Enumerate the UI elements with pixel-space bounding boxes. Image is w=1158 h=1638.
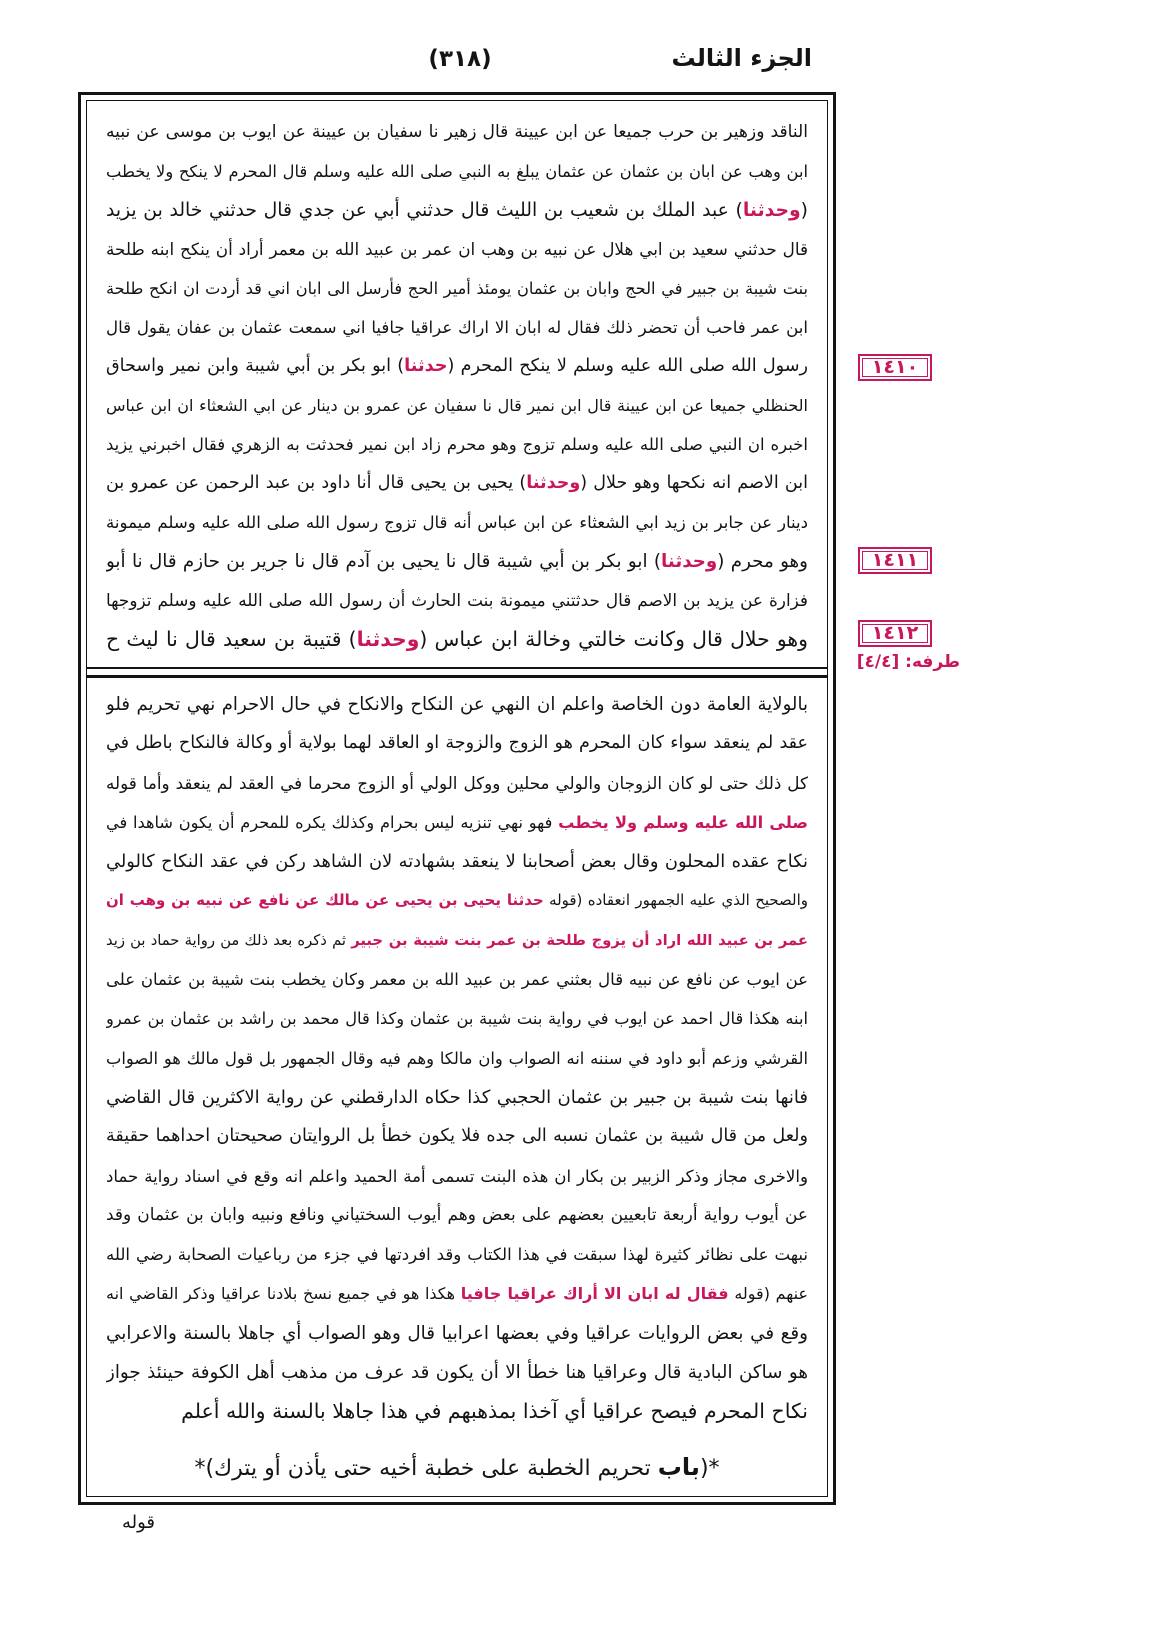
highlighted-text: وحدثنا xyxy=(661,551,718,572)
text-segment: ابن عمر فاحب أن تحضر ذلك فقال له ابان الا اراك عراقيا جافيا اني سمعت عثمان بن عفان يقول قال xyxy=(106,318,808,337)
text-segment: وقع في بعض الروايات عراقيا وفي بعضها اعرابيا قال وهو الصواب أي جاهلا بالسنة والاعرابي xyxy=(106,1322,808,1344)
text-segment: ) عبد الملك بن شعيب بن الليث قال حدثني أبي عن جدي قال حدثني خالد بن يزيد xyxy=(106,200,743,221)
text-segment: ابن الاصم انه نكحها وهو حلال ( xyxy=(580,473,808,493)
text-line xyxy=(106,921,808,960)
chapter-heading-bab: باب xyxy=(657,1453,700,1481)
text-line xyxy=(106,308,808,347)
text-segment: القرشي وزعم أبو داود في سننه انه الصواب وان مالكا وهم فيه وقال الجمهور بل قول مالك هو الصواب xyxy=(106,1048,808,1068)
text-line xyxy=(106,542,808,581)
text-segment: هكذا هو في جميع نسخ بلادنا عراقيا وذكر القاضي انه xyxy=(106,1284,461,1304)
text-segment: فزارة عن يزيد بن الاصم قال حدثتني ميمونة بنت الحارث أن رسول الله صلى الله عليه وسلم تزوجها xyxy=(106,590,808,610)
text-line xyxy=(106,881,808,920)
part-title: الجزء الثالث xyxy=(671,44,812,72)
highlighted-text: حدثنا يحيى بن يحيى عن مالك عن نافع عن نبيه بن وهب ان xyxy=(106,891,544,910)
text-line xyxy=(106,152,808,191)
text-line xyxy=(106,347,808,386)
highlighted-text: فقال له ابان الا أراك عراقيا جافيا xyxy=(460,1284,729,1304)
text-line xyxy=(106,1039,808,1078)
text-segment: ) قتيبة بن سعيد قال نا ليث ح xyxy=(106,627,357,651)
text-segment: عن أيوب رواية أربعة تابعيين بعضهم على بعض وهم أيوب السختياني ونافع ونبيه وابان بن عثمان وقد xyxy=(106,1204,808,1225)
text-line xyxy=(106,230,808,269)
text-segment: عن ايوب عن نافع عن نبيه قال بعثني عمر بن عبيد الله بن معمر وكان يخطب بنت شيبة بن عثمان على xyxy=(106,970,808,990)
text-segment: وهو حلال قال وكانت خالتي وخالة ابن عباس ( xyxy=(419,627,808,651)
text-line xyxy=(106,764,808,803)
text-segment: فانها بنت شيبة بن جبير بن عثمان الحجبي كذا حكاه الدارقطني عن رواية الاكثرين قال القاضي xyxy=(106,1086,808,1108)
text-segment: الناقد وزهير بن حرب جميعا عن ابن عيينة قال زهير نا سفيان بن عيينة عن ايوب بن موسى عن نبيه xyxy=(106,122,808,142)
text-line xyxy=(106,269,808,308)
text-line xyxy=(106,1274,808,1313)
commentary-text xyxy=(106,685,808,1432)
text-line xyxy=(106,685,808,724)
text-segment: ) ابو بكر بن أبي شيبة وابن نمير واسحاق xyxy=(106,356,405,376)
text-segment: نكاح عقده المحلون وقال بعض أصحابنا لا ينعقد بشهادته لان الشاهد ركن في عقد النكاح كالولي xyxy=(106,851,808,873)
text-segment: ثم ذكره بعد ذلك من رواية حماد بن زيد xyxy=(106,931,352,949)
text-line xyxy=(106,1235,808,1274)
text-segment: والاخرى مجاز وذكر الزبير بن بكار ان هذه البنت تسمى أمة الحميد واعلم انه وقع في اسناد رواية حماد xyxy=(106,1166,808,1186)
text-segment: نبهت على نظائر كثيرة لهذا سبقت في هذا الكتاب وقد افردتها في جزء من رباعيات الصحابة رضي الله xyxy=(106,1245,808,1265)
text-segment: ابنه هكذا قال احمد عن ايوب في رواية بنت شيبة بن عثمان وكذا قال محمد بن راشد بن عثمان بن عمرو xyxy=(106,1009,808,1029)
text-line xyxy=(106,191,808,230)
text-line xyxy=(106,999,808,1038)
text-segment: وهو محرم ( xyxy=(717,551,808,572)
text-segment: ولعل من قال شيبة بن عثمان نسبه الى جده فلا يكون خطأ بل الروايتان صحيحتان احداهما حقيقة xyxy=(106,1126,808,1147)
text-line xyxy=(106,842,808,881)
text-line xyxy=(106,464,808,503)
text-segment: قال حدثني سعيد بن ابي هلال عن نبيه بن وهب ان عمر بن عبيد الله بن معمر أراد أن ينكح ابنه طلحة xyxy=(106,239,808,259)
text-segment: كل ذلك حتى لو كان الزوجان والولي محلين ووكل الولي أو الزوج محرما في العقد لم ينعقد وأما قوله xyxy=(106,772,808,793)
hadith-number-box: ١٤١١ xyxy=(858,547,932,574)
cross-reference-note: طرفه: [٤/٤] xyxy=(856,652,960,672)
highlighted-text: حدثنا xyxy=(404,356,448,376)
text-segment: فهو نهي تنزيه ليس بحرام وكذلك يكره للمحرم أن يكون شاهدا في xyxy=(106,812,559,832)
text-segment: هو ساكن البادية قال وعراقيا هنا خطأ الا أن يكون قد عرف من مذهب أهل الكوفة حينئذ جواز xyxy=(106,1362,808,1384)
text-segment: ) ابو بكر بن أبي شيبة قال نا يحيى بن آدم قال نا جرير بن حازم قال نا أبو xyxy=(106,551,662,572)
text-segment: ابن وهب عن ابان بن عثمان عن عثمان يبلغ به النبي صلى الله عليه وسلم قال المحرم لا ينكح ولا يخطب xyxy=(106,162,808,181)
text-line xyxy=(106,1117,808,1156)
hadith-text xyxy=(106,113,808,659)
text-segment: نكاح المحرم فيصح عراقيا أي آخذا بمذهبهم في هذا جاهلا بالسنة والله أعلم xyxy=(181,1399,808,1424)
text-line xyxy=(106,1157,808,1196)
text-line xyxy=(106,803,808,842)
text-line xyxy=(106,581,808,620)
text-line xyxy=(106,1353,808,1392)
text-segment: والصحيح الذي عليه الجمهور انعقاده (قوله xyxy=(543,891,808,910)
text-line xyxy=(106,113,808,152)
chapter-heading-title: تحريم الخطبة على خطبة أخيه حتى يأذن أو يترك)* xyxy=(194,1456,658,1481)
highlighted-text: وحدثنا xyxy=(742,200,801,221)
highlighted-text: عمر بن عبيد الله اراد أن يزوج طلحة بن عمر بنت شيبة بن جبير xyxy=(351,931,808,949)
text-line xyxy=(106,425,808,464)
text-line xyxy=(106,960,808,999)
text-segment: بالولاية العامة دون الخاصة واعلم ان النهي عن النكاح والانكاح في حال الاحرام نهي تحريم فلو xyxy=(106,694,808,715)
highlighted-text: وحدثنا xyxy=(356,627,420,651)
text-segment: بنت شيبة بن جبير في الحج وابان بن عثمان يومئذ أمير الحج فأرسل الى ابان اني قد أردت ان انكح طلحة xyxy=(106,279,808,298)
text-segment: الحنظلي جميعا عن ابن عيينة قال ابن نمير قال نا سفيان عن عمرو بن دينار عن ابي الشعثاء ان ابن عباس xyxy=(106,396,808,415)
text-line xyxy=(106,1196,808,1235)
text-line xyxy=(106,386,808,425)
text-line xyxy=(106,503,808,542)
text-line xyxy=(106,724,808,763)
chapter-heading xyxy=(106,1448,808,1488)
text-segment: عنهم (قوله xyxy=(728,1284,808,1304)
text-line xyxy=(106,620,808,659)
text-segment: رسول الله صلى الله عليه وسلم لا ينكح المحرم ( xyxy=(447,356,808,376)
text-segment: اخبره ان النبي صلى الله عليه وسلم تزوج وهو محرم زاد ابن نمير فحدثت به الزهري فقال اخبرني يزيد xyxy=(106,435,808,454)
hadith-number-box: ١٤١٠ xyxy=(858,354,932,381)
text-line xyxy=(106,1392,808,1431)
text-segment: دينار عن جابر بن زيد ابي الشعثاء عن ابن عباس أنه قال تزوج رسول الله صلى الله عليه وسلم ميمونة xyxy=(106,513,808,532)
text-segment: ) يحيى بن يحيى قال أنا داود بن عبد الرحمن عن عمرو بن xyxy=(106,473,527,493)
text-segment: ( xyxy=(800,200,808,221)
chapter-heading-prefix: *( xyxy=(699,1456,720,1481)
section-divider xyxy=(86,675,828,678)
highlighted-text: وحدثنا xyxy=(526,473,581,493)
page-number: (٣١٨) xyxy=(428,46,492,72)
text-line xyxy=(106,1314,808,1353)
section-divider xyxy=(86,667,828,669)
catchword: قوله xyxy=(122,1512,156,1533)
hadith-number-box: ١٤١٢ xyxy=(858,620,932,647)
text-line xyxy=(106,1078,808,1117)
highlighted-text: صلى الله عليه وسلم ولا يخطب xyxy=(558,812,808,832)
text-segment: عقد لم ينعقد سواء كان المحرم هو الزوج والزوجة او العاقد لهما بولاية أو وكالة فالنكاح باطل في xyxy=(106,733,808,754)
